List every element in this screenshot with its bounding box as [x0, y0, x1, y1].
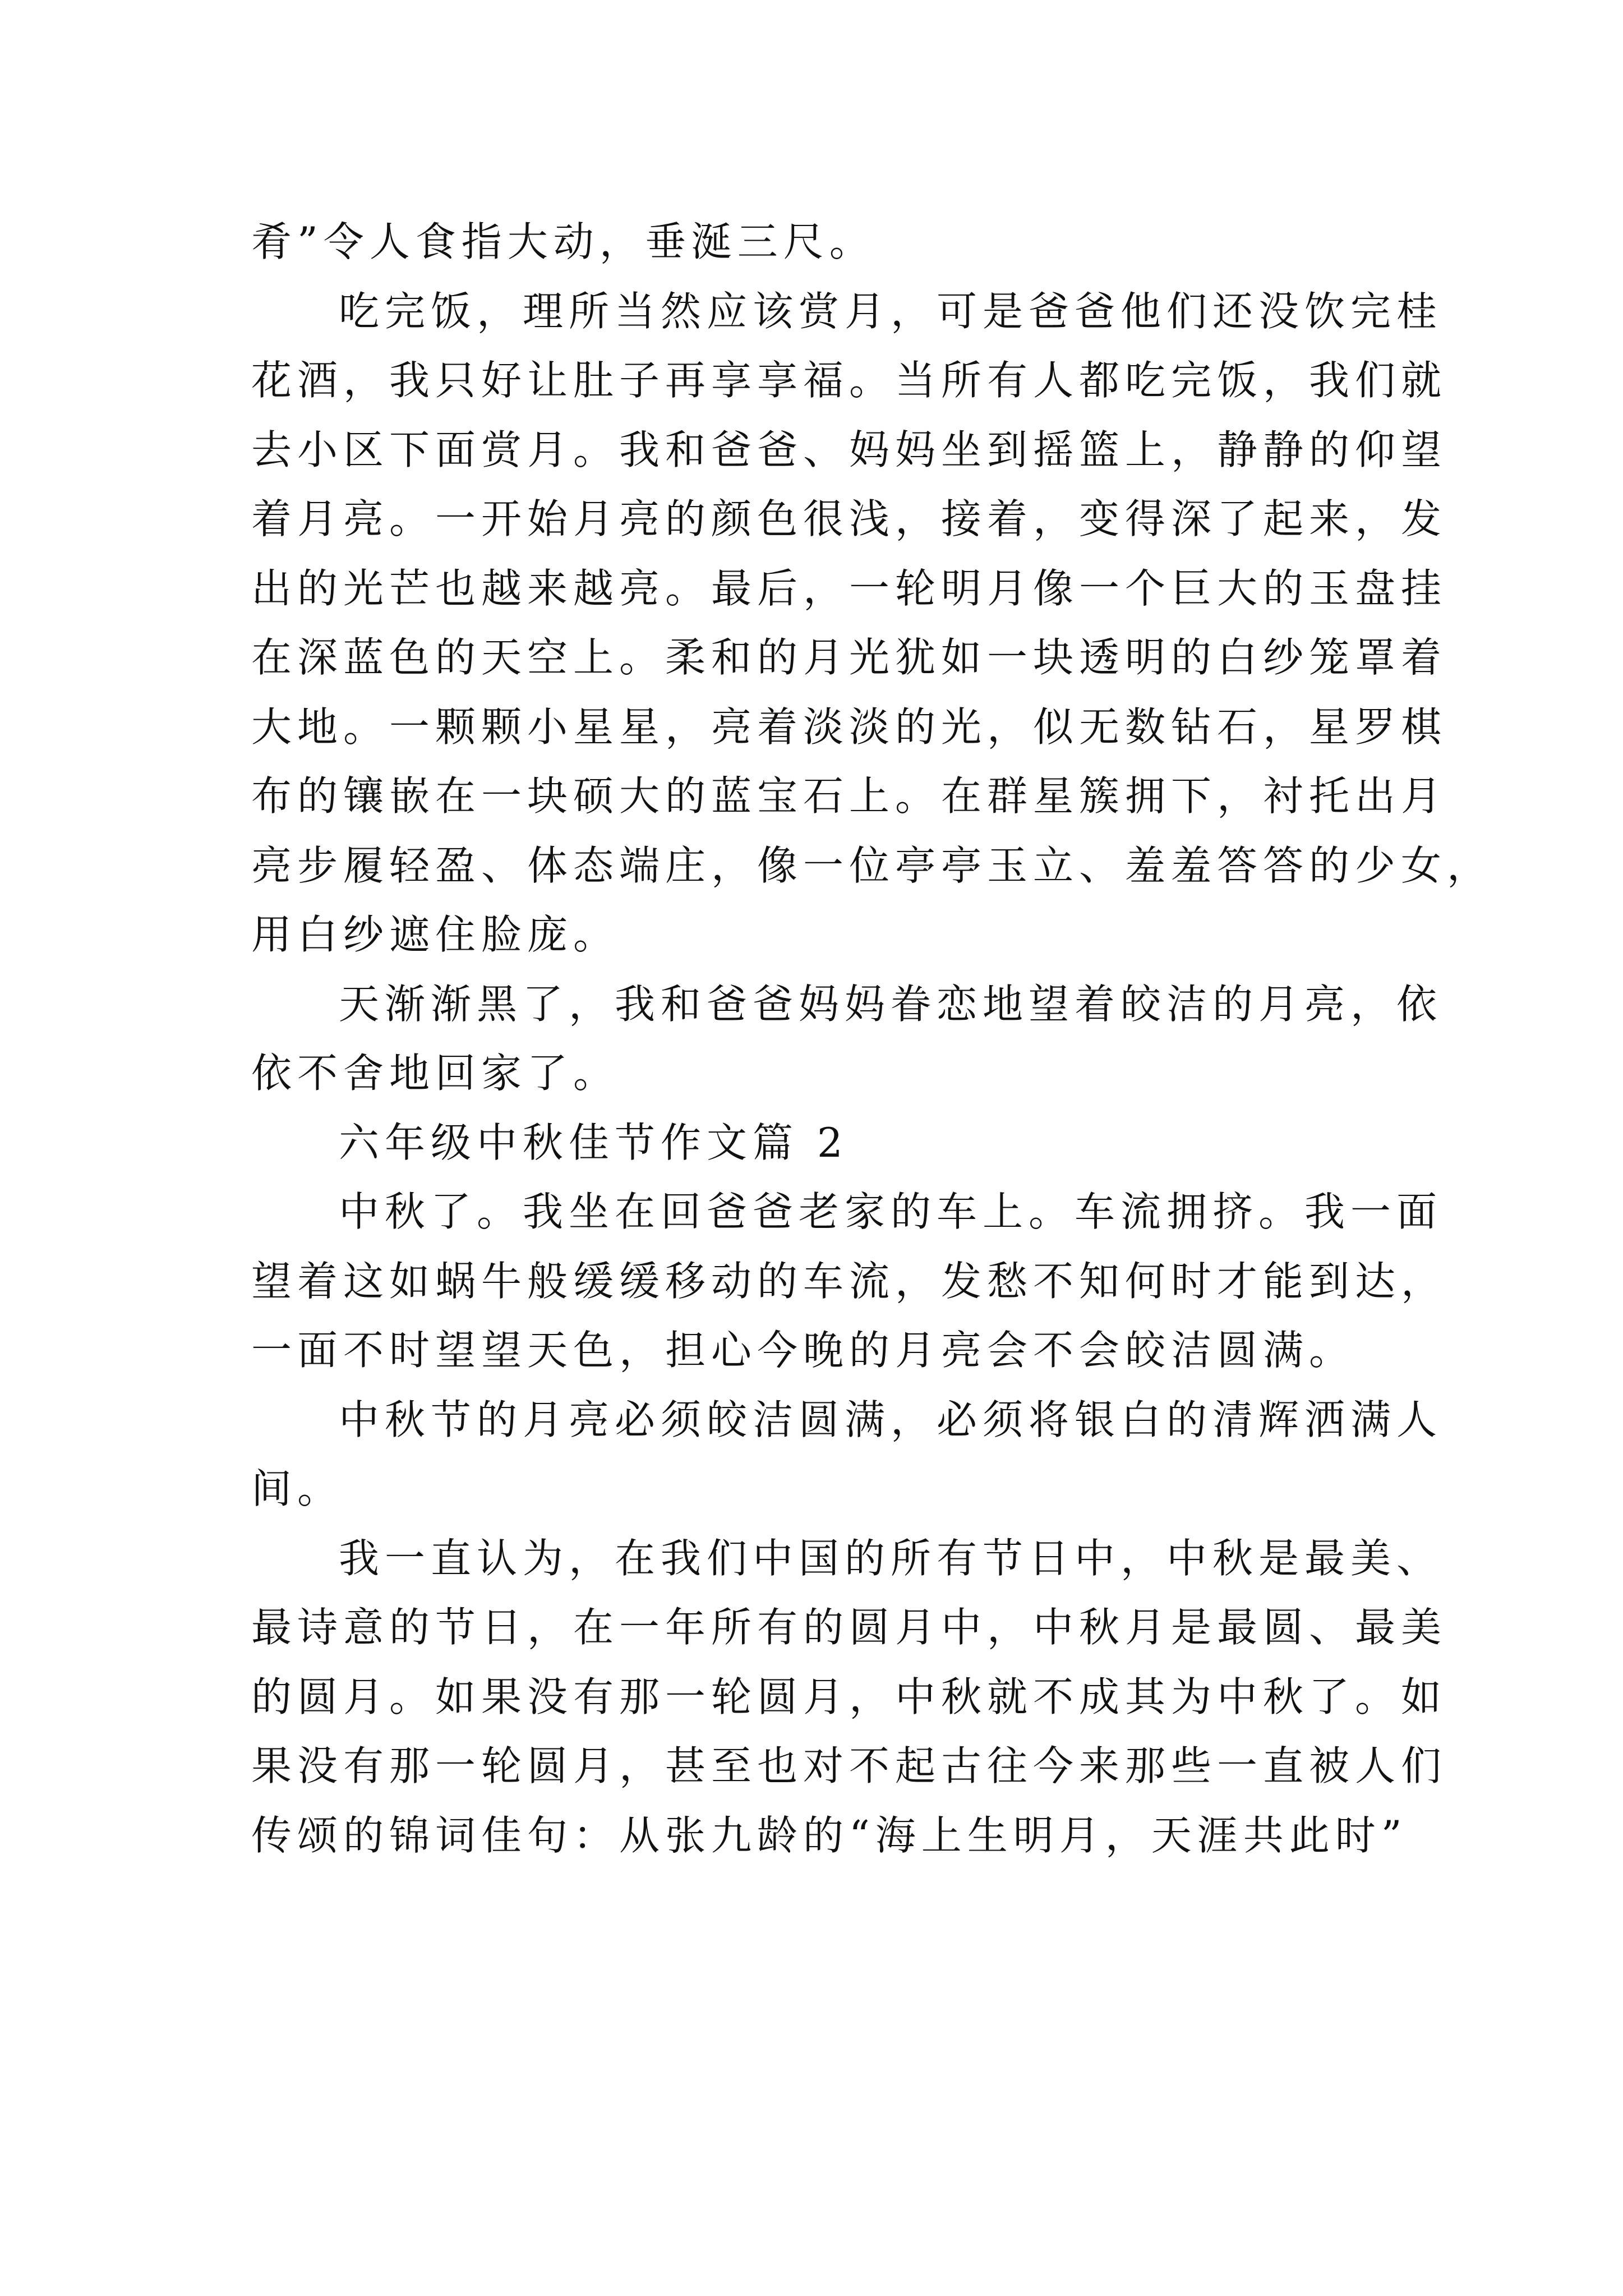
text-line: 依不舍地回家了。: [251, 1050, 620, 1097]
text-line: 肴”令人食指大动，垂涎三尺。: [251, 218, 875, 265]
text-line: 亮步履轻盈、体态端庄，像一位亭亭玉立、羞羞答答的少女，: [251, 841, 1493, 889]
section-heading: 六年级中秋佳节作文篇 2: [339, 1119, 849, 1166]
text-line: 吃完饭，理所当然应该赏月，可是爸爸他们还没饮完桂: [339, 287, 1443, 335]
text-line: 一面不时望望天色，担心今晚的月亮会不会皎洁圆满。: [251, 1327, 1355, 1374]
text-line: 果没有那一轮圆月，甚至也对不起古往今来那些一直被人们: [251, 1742, 1447, 1789]
text-line: 望着这如蜗牛般缓缓移动的车流，发愁不知何时才能到达，: [251, 1257, 1447, 1305]
text-line: 花酒，我只好让肚子再享享福。当所有人都吃完饭，我们就: [251, 357, 1447, 404]
text-line: 着月亮。一开始月亮的颜色很浅，接着，变得深了起来，发: [251, 495, 1447, 542]
text-line: 出的光芒也越来越亮。最后，一轮明月像一个巨大的玉盘挂: [251, 564, 1447, 612]
essay-body: [251, 208, 1493, 1870]
text-line: 去小区下面赏月。我和爸爸、妈妈坐到摇篮上，静静的仰望: [251, 426, 1447, 473]
text-line: 中秋节的月亮必须皎洁圆满，必须将银白的清辉洒满人: [339, 1396, 1443, 1443]
text-line: 最诗意的节日，在一年所有的圆月中，中秋月是最圆、最美: [251, 1604, 1447, 1651]
text-line: 大地。一颗颗小星星，亮着淡淡的光，似无数钻石，星罗棋: [251, 703, 1447, 751]
text-line: 中秋了。我坐在回爸爸老家的车上。车流拥挤。我一面: [339, 1188, 1443, 1235]
text-line: 在深蓝色的天空上。柔和的月光犹如一块透明的白纱笼罩着: [251, 634, 1447, 681]
text-line: 我一直认为，在我们中国的所有节日中，中秋是最美、: [339, 1534, 1443, 1582]
text-line: 传颂的锦词佳句：从张九龄的“海上生明月，天涯共此时”: [251, 1811, 1408, 1859]
text-line: 天渐渐黑了，我和爸爸妈妈眷恋地望着皎洁的月亮，依: [339, 980, 1443, 1028]
text-line: 的圆月。如果没有那一轮圆月，中秋就不成其为中秋了。如: [251, 1673, 1447, 1720]
text-line: 间。: [251, 1465, 344, 1512]
text-line: 布的镶嵌在一块硕大的蓝宝石上。在群星簇拥下，衬托出月: [251, 772, 1447, 820]
text-line: 用白纱遮住脸庞。: [251, 911, 620, 958]
